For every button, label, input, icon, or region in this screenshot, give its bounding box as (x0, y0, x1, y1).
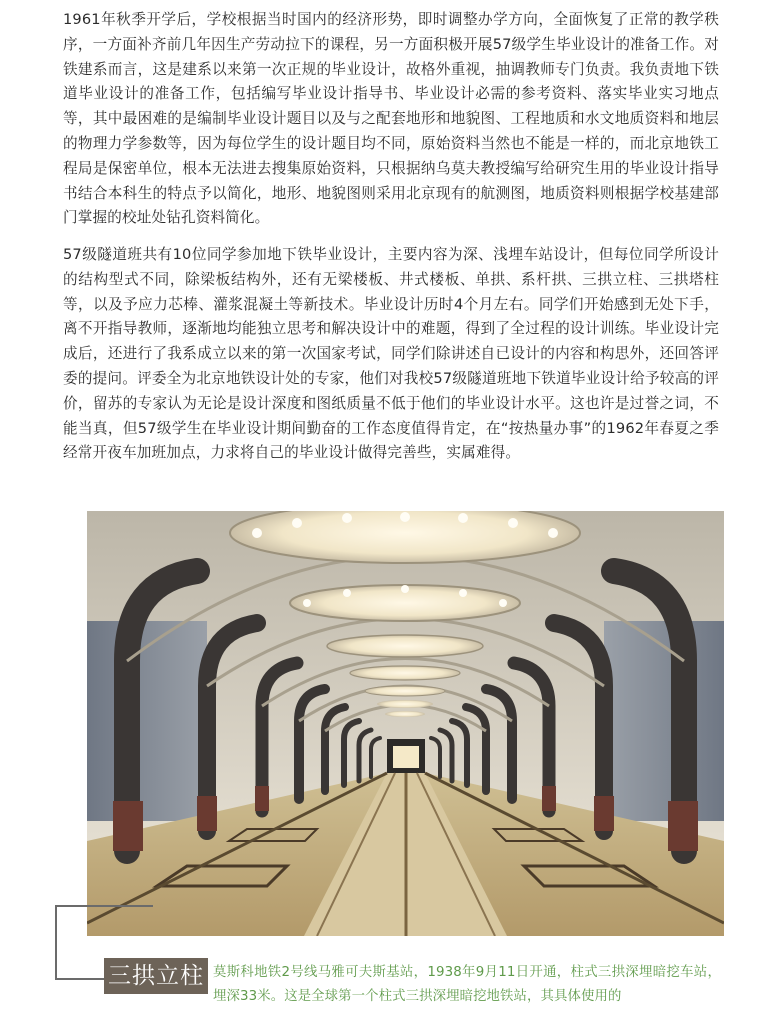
caption-text: 莫斯科地铁2号线马雅可夫斯基站，1938年9月11日开通，柱式三拱深埋暗挖车站，埋深33米。这是全球第一个柱式三拱深埋暗挖地铁站，其具体使用的 (213, 965, 721, 1004)
caption-tag: 三拱立柱 (104, 958, 208, 994)
paragraph-2: 57级隧道班共有10位同学参加地下铁毕业设计，主要内容为深、浅埋车站设计，但每位同学所设计的结构型式不同，除梁板结构外，还有无梁楼板、井式楼板、单拱、系杆拱、三拱立柱、三拱塔柱等，以及予应力芯棒、灌浆混凝土等新技术。毕业设计历时4个月左右。同学们开始感到无处下手，离不开指导教师，逐渐地均能独立思考和解决设计中的难题，得到了全过程的设计训练。毕业设计完成后，还进行了我系成立以来的第一次国家考试，同学们除讲述自已设计的内容和构思外，还回答评委的提问。评委全为北京地铁设计处的专家，他们对我校57级隧道班地下铁道毕业设计给予较高的评价，留苏的专家认为无论是设计深度和图纸质量不低于他们的毕业设计水平。这也许是过誉之词，不能当真，但57级学生在毕业设计期间勤奋的工作态度值得肯定，在“按热量办事”的1962年春夏之季经常开夜车加班加点，力求将自己的毕业设计做得完善些，实属难得。 (63, 246, 719, 462)
caption-frame-top (55, 905, 153, 907)
metro-station-photo (87, 511, 724, 936)
caption-frame-left (55, 905, 57, 980)
paragraph-1: 1961年秋季开学后，学校根据当时国内的经济形势，即时调整办学方向，全面恢复了正常的教学秩序，一方面补齐前几年因生产劳动拉下的课程，另一方面积极开展57级学生毕业设计的准备工作。对铁建系而言，这是建系以来第一次正规的毕业设计，故格外重视，抽调教师专门负责。我负责地下铁道毕业设计的准备工作，包括编写毕业设计指导书、毕业设计必需的参考资料、落实毕业实习地点等，其中最困难的是编制毕业设计题目以及与之配套地形和地貌图、工程地质和水文地质资料和地层的物理力学参数等，因为每位学生的设计题目均不同，原始资料当然也不能是一样的，而北京地铁工程局是保密单位，根本无法进去搜集原始资料，只根据纳乌莫夫教授编写给研究生用的毕业设计指导书结合本科生的特点予以简化，地形、地貌图则采用北京现有的航测图，地质资料则根据学校基建部门掌握的校址处钻孔资料简化。 (63, 11, 719, 227)
caption-frame-bottom (55, 978, 105, 980)
